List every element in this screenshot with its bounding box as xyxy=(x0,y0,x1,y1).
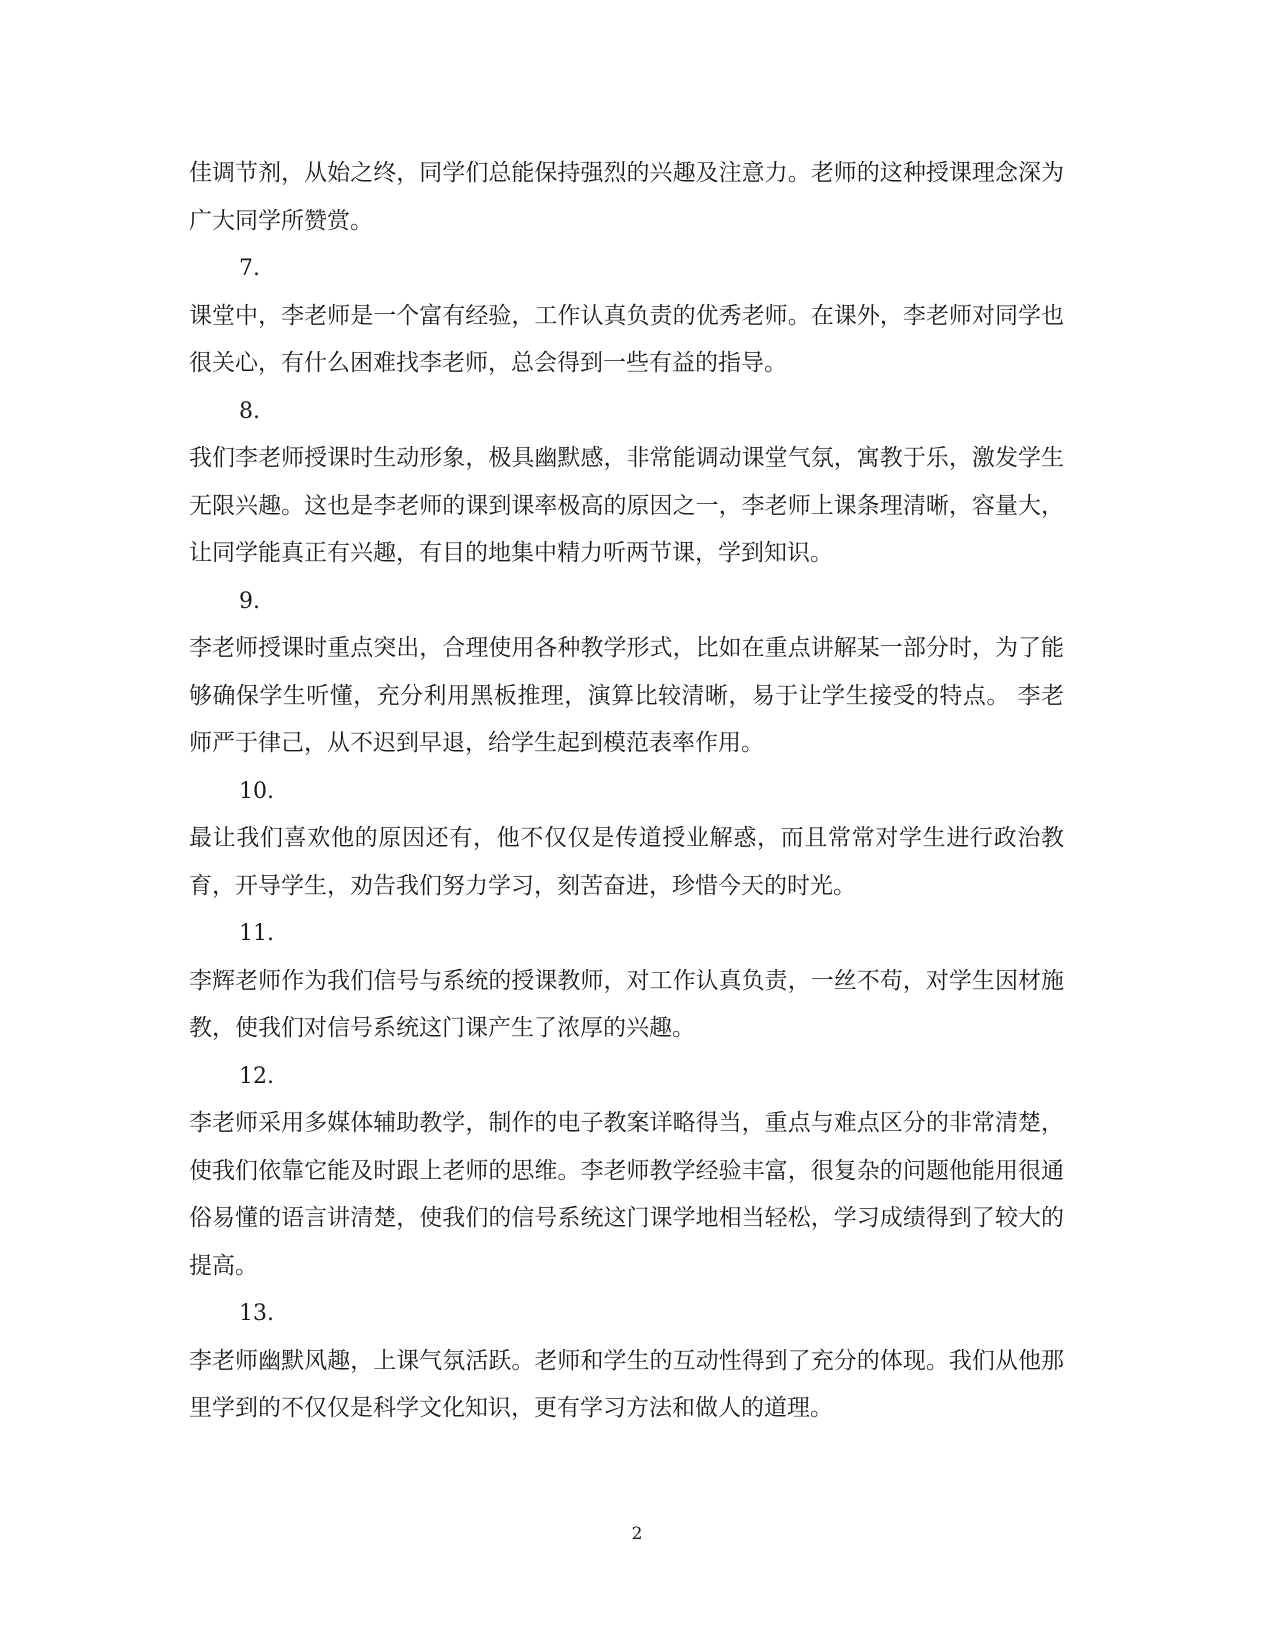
item-paragraph: 最让我们喜欢他的原因还有，他不仅仅是传道授业解惑，而且常常对学生进行政治教育，开导学生，劝告我们努力学习，刻苦奋进，珍惜今天的时光。 xyxy=(189,825,1064,899)
item-paragraph: 课堂中，李老师是一个富有经验，工作认真负责的优秀老师。在课外，李老师对同学也很关心，有什么困难找李老师，总会得到一些有益的指导。 xyxy=(189,302,1064,376)
item-number: 9. xyxy=(239,588,260,614)
item-paragraph: 李辉老师作为我们信号与系统的授课教师，对工作认真负责，一丝不苟，对学生因材施教，使我们对信号系统这门课产生了浓厚的兴趣。 xyxy=(189,967,1064,1041)
item-number: 7. xyxy=(239,256,260,281)
item-number: 10. xyxy=(239,778,274,804)
item-number: 11. xyxy=(239,921,274,946)
page-number: 2 xyxy=(631,1524,643,1544)
item-number: 8. xyxy=(239,398,260,424)
item-paragraph: 李老师采用多媒体辅助教学，制作的电子教案详略得当，重点与难点区分的非常清楚，使我们依靠它能及时跟上老师的思维。李老师教学经验丰富，很复杂的问题他能用很通俗易懂的语言讲清楚，使我们的信号系统这门课学地相当轻松，学习成绩得到了较大的提高。 xyxy=(189,1110,1064,1279)
item-number: 12. xyxy=(239,1063,274,1089)
item-paragraph: 我们李老师授课时生动形象，极具幽默感，非常能调动课堂气氛，寓教于乐，激发学生无限兴趣。这也是李老师的课到课率极高的原因之一，李老师上课条理清晰，容量大，让同学能真正有兴趣，有目的地集中精力听两节课，学到知识。 xyxy=(189,445,1064,566)
item-number: 13. xyxy=(239,1301,274,1326)
item-paragraph: 李老师授课时重点突出，合理使用各种教学形式，比如在重点讲解某一部分时，为了能够确保学生听懂，充分利用黑板推理，演算比较清晰，易于让学生接受的特点。 李老师严于律己，从不迟到早退，给学生起到模范表率作用。 xyxy=(189,635,1064,756)
item-paragraph: 李老师幽默风趣，上课气氛活跃。老师和学生的互动性得到了充分的体现。我们从他那里学到的不仅仅是科学文化知识，更有学习方法和做人的道理。 xyxy=(189,1347,1064,1421)
document-body xyxy=(189,150,1064,1433)
intro-paragraph: 佳调节剂，从始之终，同学们总能保持强烈的兴趣及注意力。老师的这种授课理念深为广大同学所赞赏。 xyxy=(189,160,1064,234)
